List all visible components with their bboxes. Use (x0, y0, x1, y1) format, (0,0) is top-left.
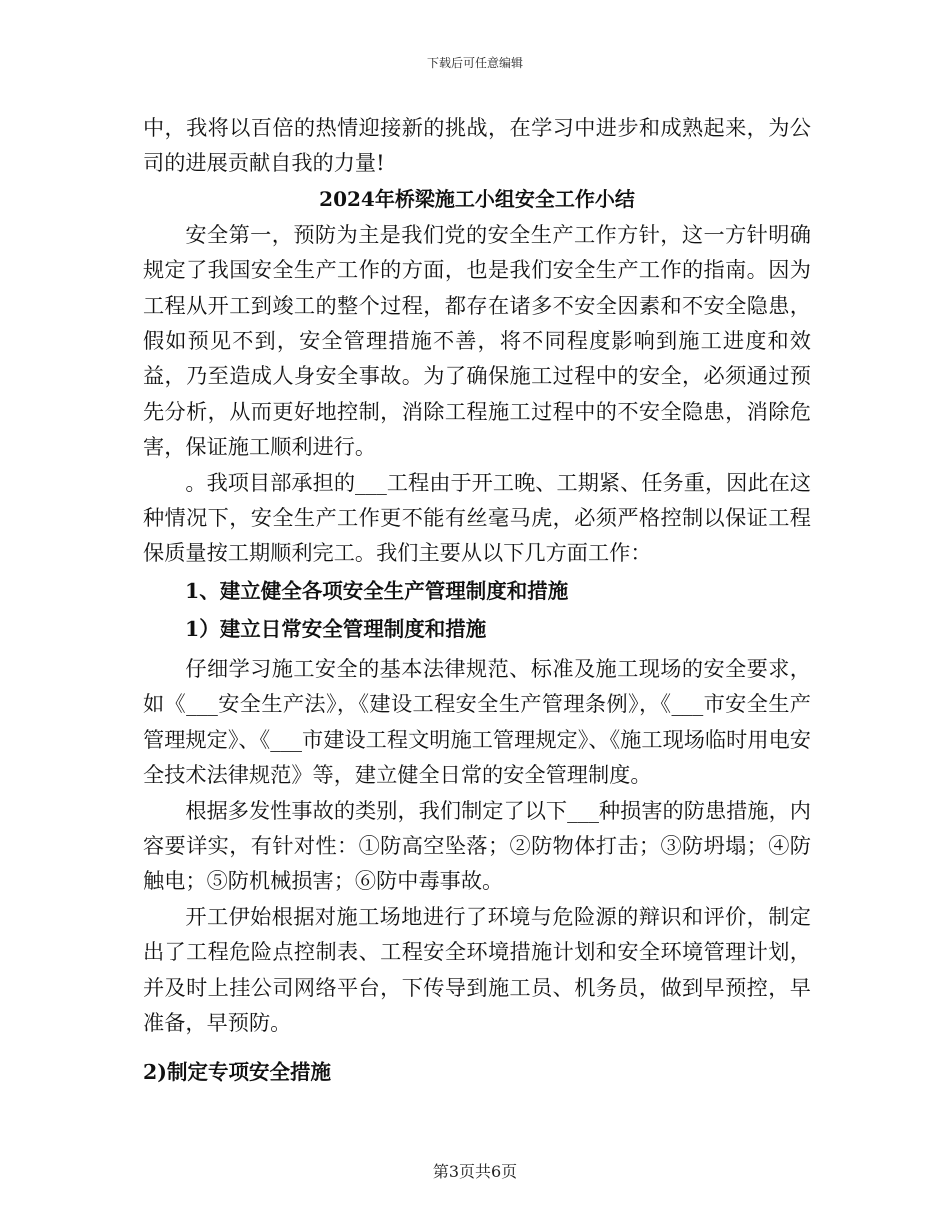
paragraph-project-intro: 。我项目部承担的___工程由于开工晚、工期紧、任务重，因此在这种情况下，安全生产工作更不能有丝毫马虎，必须严格控制以保证工程保质量按工期顺利完工。我们主要从以下几方面工作： (143, 469, 811, 566)
paragraph-regulations: 仔细学习施工安全的基本法律规范、标准及施工现场的安全要求，如《___安全生产法》，《建设工程安全生产管理条例》，《___市安全生产管理规定》、《___市建设工程文明施工管理规定》、《施工现场临时用电安全技术法律规范》等，建立健全日常的安全管理制度。 (143, 655, 811, 788)
page-number: 第3页共6页 (432, 1162, 518, 1181)
paragraph-hazard-identification: 开工伊始根据对施工场地进行了环境与危险源的辩识和评价，制定出了工程危险点控制表、工程安全环境措施计划和安全环境管理计划，并及时上挂公司网络平台，下传导到施工员、机务员，做到早预控，早准备，早预防。 (143, 903, 811, 1035)
heading-subsection-2: 2)制定专项安全措施 (143, 1060, 331, 1085)
paragraph-continuation: 中，我将以百倍的热情迎接新的挑战，在学习中进步和成熟起来，为公司的进展贡献自我的力量! (143, 115, 811, 176)
document-title: 2024年桥梁施工小组安全工作小结 (319, 186, 635, 211)
document-body (143, 110, 811, 1090)
paragraph-safety-policy: 安全第一，预防为主是我们党的安全生产工作方针，这一方针明确规定了我国安全生产工作的方面，也是我们安全生产工作的指南。因为工程从开工到竣工的整个过程，都存在诸多不安全因素和不安全隐患，假如预见不到，安全管理措施不善，将不同程度影响到施工进度和效益，乃至造成人身安全事故。为了确保施工过程中的安全，必须通过预先分析，从而更好地控制，消除工程施工过程中的不安全隐患，消除危害，保证施工顺利进行。 (143, 221, 811, 460)
heading-subsection-1: 1）建立日常安全管理制度和措施 (185, 616, 487, 641)
heading-section-1: 1、建立健全各项安全生产管理制度和措施 (185, 578, 569, 603)
paragraph-prevention-measures: 根据多发性事故的类别，我们制定了以下___种损害的防患措施，内容要详实，有针对性：①防高空坠落；②防物体打击；③防坍塌；④防触电；⑤防机械损害；⑥防中毒事故。 (143, 797, 811, 894)
page-header-note: 下载后可任意编辑 (426, 56, 523, 70)
